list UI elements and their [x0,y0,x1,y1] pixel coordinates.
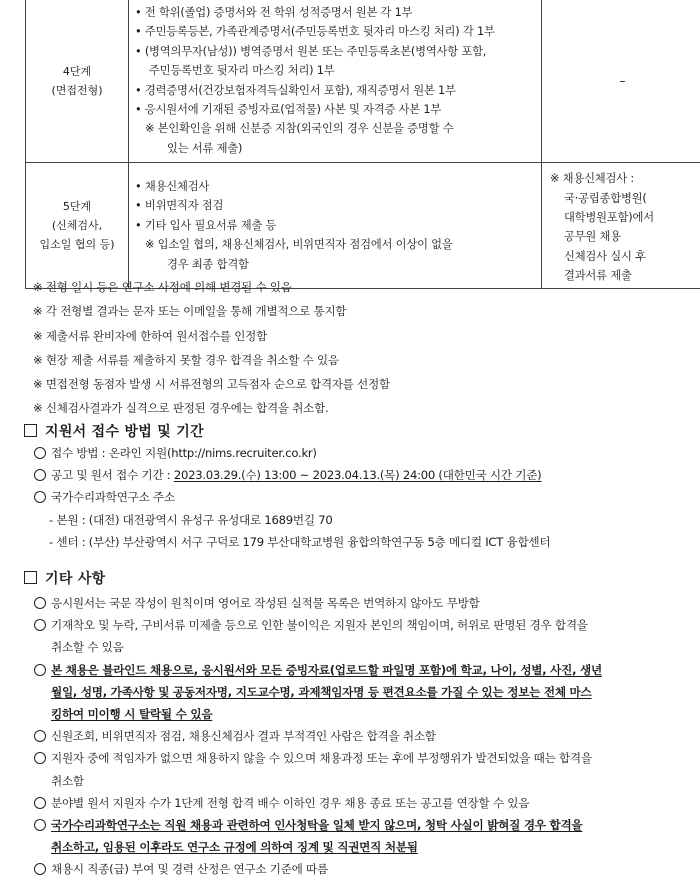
other-info-list [34,592,679,881]
note-line: ※ 신체검사결과가 실격으로 판정된 경우에는 합격을 취소함. [33,396,673,420]
note-line: ※ 전형 일시 등은 연구소 사정에 의해 변경될 수 있음 [33,275,673,299]
list-item-emphasis [34,659,679,726]
list-item [34,464,679,486]
doc-line: • 전 학위(졸업) 증명서와 전 학위 성적증명서 원본 각 1부 [135,3,537,22]
period-label: 공고 및 원서 접수 기간 : [51,468,174,482]
list-item-text-cont: 취소하고, 임용된 이후라도 연구소 규정에 의하여 징계 및 직권면직 처분됨 [51,836,679,858]
note-line: ※ 면접전형 동점자 발생 시 서류전형의 고득점자 순으로 합격자를 선정함 [33,372,673,396]
circle-bullet-icon [34,752,46,764]
list-item-text-cont: 취소함 [51,770,679,792]
list-item-text: 채용시 직종(급) 부여 및 경력 산정은 연구소 기준에 따름 [51,862,328,876]
circle-bullet-icon [34,597,46,609]
period-value: 2023.03.29.(수) 13:00 ~ 2023.04.13.(목) 24:00 (대한민국 시간 기준) [174,468,542,482]
stage-5-row [26,163,700,288]
list-item-text: 기재착오 및 누락, 구비서류 미제출 등으로 인한 불이익은 지원자 본인의 책임이며, 허위로 판명된 경우 합격을 [51,618,588,632]
circle-bullet-icon [34,863,46,875]
address-center: - 센터 : (부산) 부산광역시 서구 구덕로 179 부산대학교병원 융합의학연구동 5층 메디컬 ICT 융합센터 [34,531,679,553]
doc-note-text: 있는 서류 제출) [167,142,242,155]
stage-5-documents [129,163,542,288]
stage-5-title: 5단계 [26,197,128,216]
doc-note-cont [135,139,537,158]
circle-bullet-icon [34,664,46,676]
note-line: 대학병원포함)에서 [550,208,695,227]
list-item [34,592,679,614]
stage-4-note: – [542,0,700,163]
checkbox-square-icon [24,424,37,437]
list-item-text: 국가수리과학연구소는 직원 채용과 관련하여 인사청탁을 일체 받지 않으며, 청탁 사실이 밝혀질 경우 합격을 [51,818,582,832]
list-item [34,486,679,508]
list-item-text-cont: 킹하여 미이행 시 탈락될 수 있음 [51,703,679,725]
circle-bullet-icon [34,491,46,503]
section-title-text: 지원서 접수 방법 및 기간 [45,424,204,440]
note-line: 결과서류 제출 [550,266,695,285]
stage-5-note [542,163,700,288]
list-item-text-cont: 월일, 성명, 가족사항 및 공동저자명, 지도교수명, 과제책임자명 등 편견요소를 가질 수 있는 정보는 전체 마스 [51,681,679,703]
stage-5-subtitle-2: 입소일 협의 등) [26,235,128,254]
note-line: 신체검사 실시 후 [550,247,695,266]
doc-line: • 응시원서에 기재된 증빙자료(업적물) 사본 및 자격증 사본 1부 [135,100,537,119]
list-item [34,858,679,880]
list-item-text: 본 채용은 블라인드 채용으로, 응시원서와 모든 증빙자료(업로드할 파일명 포함)에 학교, 나이, 성별, 사진, 생년 [51,663,602,677]
doc-note-text: 경우 최종 합격함 [167,258,249,271]
doc-line-text: 주민등록번호 뒷자리 마스킹 처리) 1부 [149,64,334,77]
stage-5-subtitle: (신체검사, [26,216,128,235]
list-item [34,442,679,464]
checkbox-square-icon [24,571,37,584]
list-item [34,747,679,791]
stage-4-documents [129,0,542,163]
list-item-text: 접수 방법 : 온라인 지원(http://nims.recruiter.co.kr) [51,446,317,460]
doc-note-text: ※ 입소일 협의, 채용신체검사, 비위면직자 점검에서 이상이 없을 [145,238,453,251]
stage-4-title: 4단계 [26,62,128,81]
stage-4-label [26,0,129,163]
doc-line: • 주민등록등본, 가족관계증명서(주민등록번호 뒷자리 마스킹 처리) 각 1부 [135,22,537,41]
doc-note [135,235,537,254]
list-item-text: 신원조회, 비위면직자 점검, 채용신체검사 결과 부적격인 사람은 합격을 취소함 [51,729,436,743]
note-line: 공무원 채용 [550,227,695,246]
doc-line: • (병역의무자(남성)) 병역증명서 원본 또는 주민등록초본(병역사항 포함, [135,42,537,61]
circle-bullet-icon [34,447,46,459]
note-line: ※ 제출서류 완비자에 한하여 원서접수를 인정함 [33,324,673,348]
list-item-text: 응시원서는 국문 작성이 원칙이며 영어로 작성된 실적물 목록은 번역하지 않아도 무방함 [51,596,480,610]
doc-line: • 채용신체검사 [135,177,537,196]
selection-steps-table [25,0,700,289]
section-heading-application [24,421,204,441]
list-item [34,614,679,658]
list-item [34,725,679,747]
doc-line: • 비위면직자 점검 [135,196,537,215]
note-line: ※ 채용신체검사 : [550,169,695,188]
circle-bullet-icon [34,469,46,481]
list-item-text-cont: 취소할 수 있음 [51,636,679,658]
stage-4-subtitle: (면접전형) [26,81,128,100]
stage-5-label [26,163,129,288]
list-item [34,792,679,814]
circle-bullet-icon [34,797,46,809]
doc-line-cont [135,61,537,80]
list-item-text: 국가수리과학연구소 주소 [51,490,175,504]
list-item-emphasis [34,814,679,858]
circle-bullet-icon [34,619,46,631]
address-main: - 본원 : (대전) 대전광역시 유성구 유성대로 1689번길 70 [34,509,679,531]
application-info-list [34,442,679,553]
doc-note-text: ※ 본인확인을 위해 신분증 지참(외국인의 경우 신분을 증명할 수 [145,122,453,135]
doc-line: • 기타 입사 필요서류 제출 등 [135,216,537,235]
doc-note-cont [135,255,537,274]
list-item-text: 분야별 원서 지원자 수가 1단계 전형 합격 배수 이하인 경우 채용 종료 또는 공고를 연장할 수 있음 [51,796,529,810]
circle-bullet-icon [34,730,46,742]
list-item-text: 지원자 중에 적임자가 없으면 채용하지 않을 수 있으며 채용과정 또는 후에 부정행위가 발견되었을 때는 합격을 [51,751,592,765]
note-line: ※ 현장 제출 서류를 제출하지 못할 경우 합격을 취소할 수 있음 [33,348,673,372]
doc-line: • 경력증명서(건강보험자격득실확인서 포함), 재직증명서 원본 1부 [135,81,537,100]
doc-note [135,119,537,138]
section-heading-other [24,568,105,588]
stage-4-row [26,0,700,163]
circle-bullet-icon [34,819,46,831]
note-line: ※ 각 전형별 결과는 문자 또는 이메일을 통해 개별적으로 통지함 [33,299,673,323]
note-line: 국·공립종합병원( [550,189,695,208]
selection-notes [33,275,673,421]
section-title-text: 기타 사항 [45,571,105,587]
